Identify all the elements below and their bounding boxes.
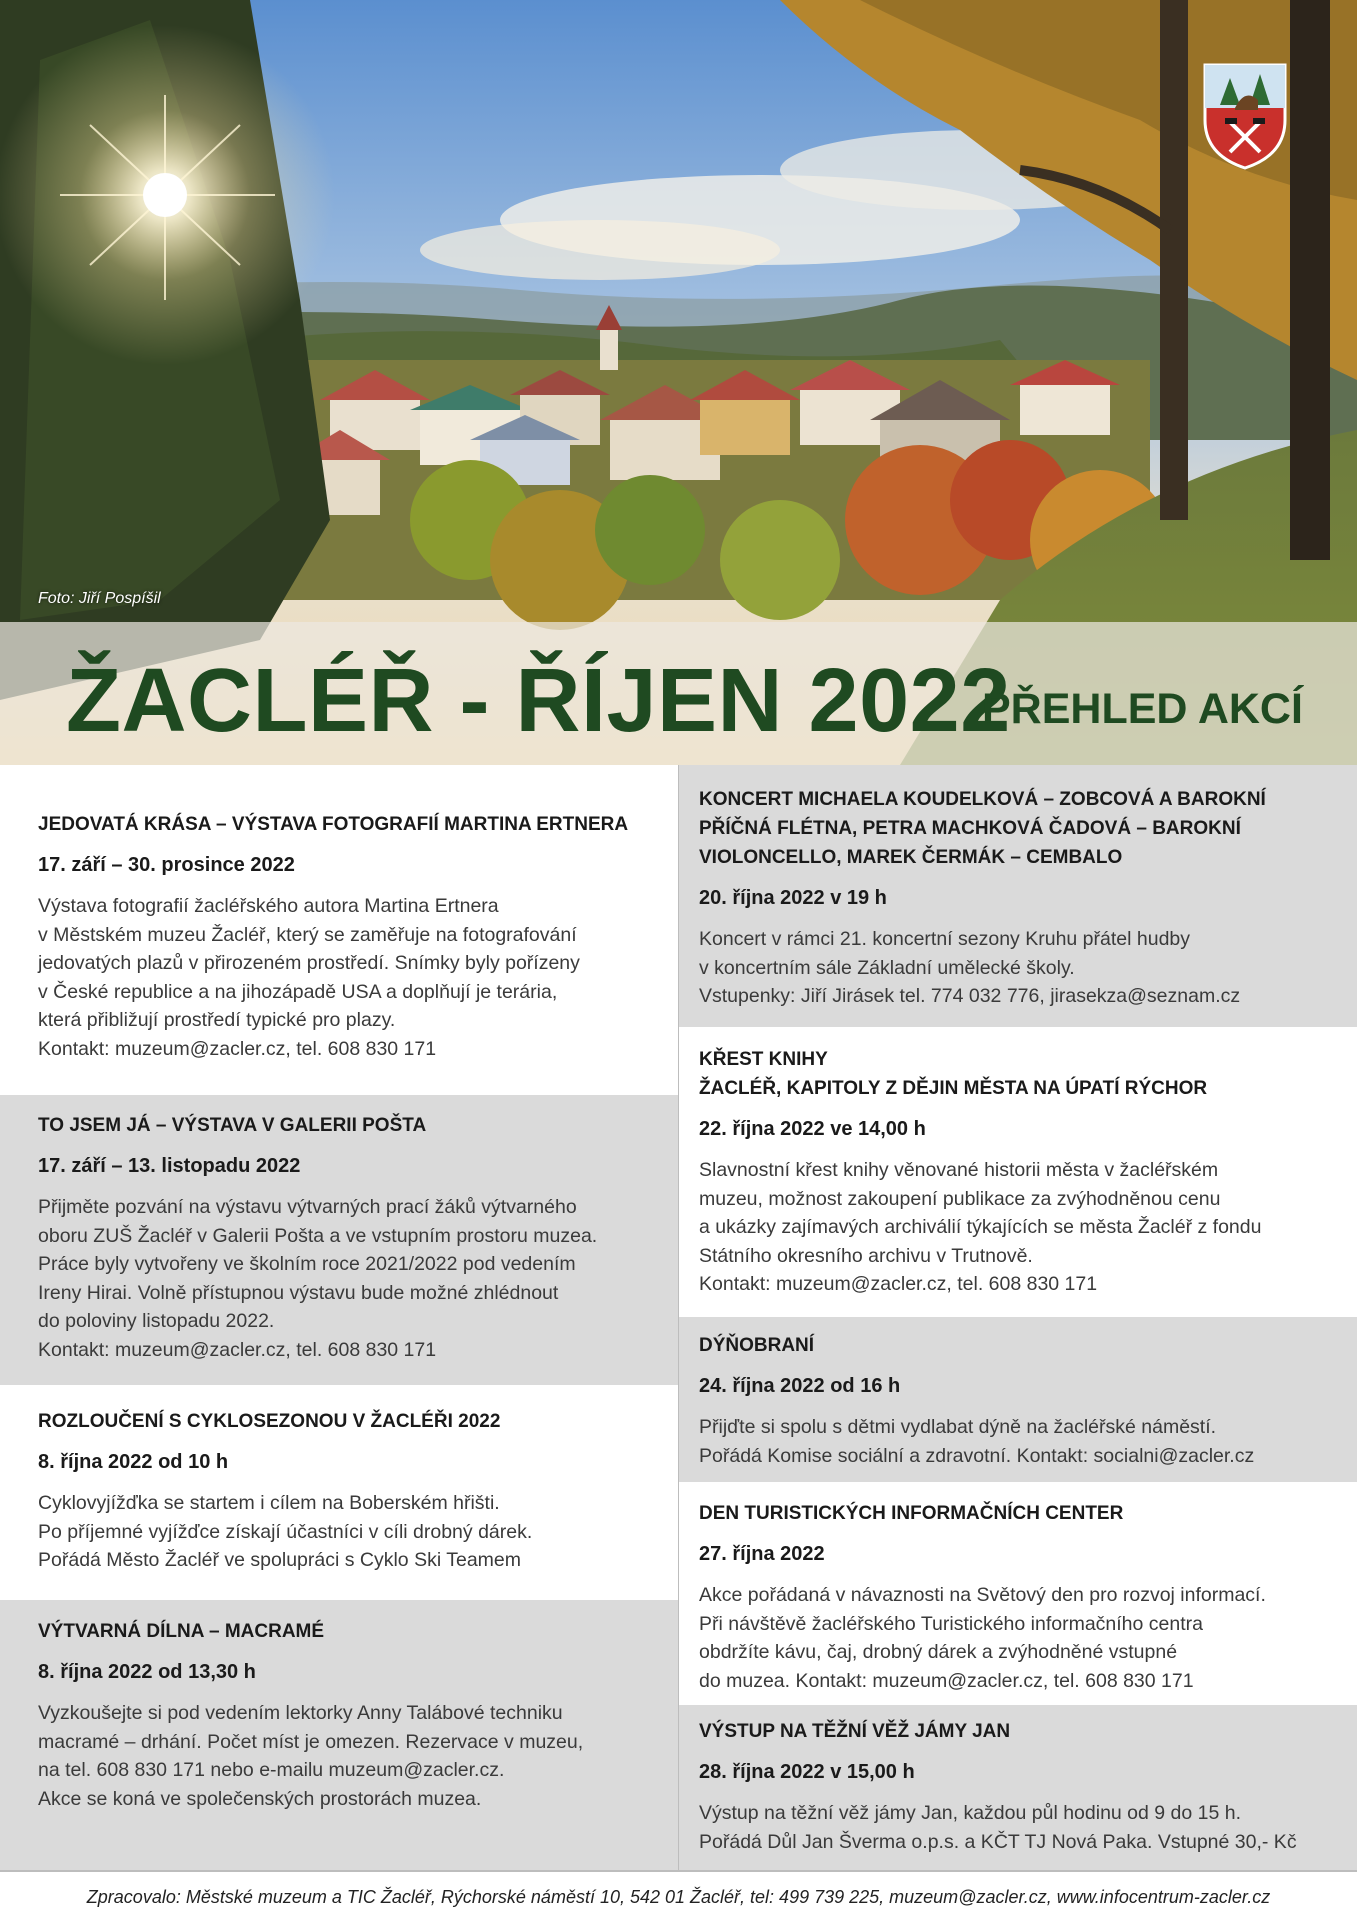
event-title: VÝTVARNÁ DÍLNA – MACRAMÉ (38, 1621, 325, 1642)
event-title: VÝSTUP NA TĚŽNÍ VĚŽ JÁMY JAN (699, 1721, 1011, 1742)
footer-divider (0, 1870, 1357, 1872)
event-block (679, 1317, 1357, 1482)
event-title: DÝŇOBRANÍ (699, 1335, 815, 1356)
event-title: ROZLOUČENÍ S CYKLOSEZONOU V ŽACLÉŘI 2022 (38, 1411, 501, 1432)
event-block (0, 1095, 678, 1385)
event-description: Přijměte pozvání na výstavu výtvarných prací žáků výtvarného oboru ZUŠ Žacléř v Galerii Pošta a ve vstupním prostoru muzea. Práce byly vytvořeny ve školním roce 2021/2022 pod vedením Ireny Hirai. Volně přístupnou výstavu bude možné zhlédnout do poloviny listopadu 2022. Kontakt: muzeum@zacler.cz, tel. 608 830 171 (38, 1196, 598, 1361)
page-title: ŽACLÉŘ - ŘÍJEN 2022 (66, 651, 1011, 751)
event-block (0, 1385, 678, 1600)
event-description: Slavnostní křest knihy věnované historii města v žacléřském muzeu, možnost zakoupení publikace za zvýhodněnou cenu a ukázky zajímavých archiválií týkajících se města Žacléř z fondu Státního okresního archivu v Trutnově. Kontakt: muzeum@zacler.cz, tel. 608 830 171 (699, 1159, 1262, 1295)
event-description: Koncert v rámci 21. koncertní sezony Kruhu přátel hudby v koncertním sále Základní umělecké školy. Vstupenky: Jiří Jirásek tel. 774 032 776, jirasekza@seznam.cz (699, 928, 1241, 1007)
event-description: Výstava fotografií žacléřského autora Martina Ertnera v Městském muzeu Žacléř, který se zaměřuje na fotografování jedovatých plazů v přirozeném prostředí. Snímky byly pořízeny v České republice a na jihozápadě USA a doplňují je terária, která přibližují prostředí typické pro plazy. Kontakt: muzeum@zacler.cz, tel. 608 830 171 (38, 895, 580, 1060)
event-description: Akce pořádaná v návaznosti na Světový den pro rozvoj informací. Při návštěvě žacléřského Turistického informačního centra obdržíte kávu, čaj, drobný dárek a zvýhodněné vstupné do muzea. Kontakt: muzeum@zacler.cz, tel. 608 830 171 (699, 1584, 1266, 1692)
event-date: 17. září – 30. prosince 2022 (38, 854, 295, 876)
event-date: 28. října 2022 v 15,00 h (699, 1761, 915, 1783)
event-title: TO JSEM JÁ – VÝSTAVA V GALERII POŠTA (38, 1115, 427, 1136)
event-date: 24. října 2022 od 16 h (699, 1375, 901, 1397)
event-description: Výstup na těžní věž jámy Jan, každou půl hodinu od 9 do 15 h. Pořádá Důl Jan Šverma o.p.s. a KČT TJ Nová Paka. Vstupné 30,- Kč (699, 1802, 1297, 1853)
event-date: 22. října 2022 ve 14,00 h (699, 1118, 926, 1140)
event-description: Vyzkoušejte si pod vedením lektorky Anny Talábové techniku macramé – drhání. Počet míst je omezen. Rezervace v muzeu, na tel. 608 830 171 nebo e-mailu muzeum@zacler.cz. Akce se koná ve společenských prostorách muzea. (38, 1702, 584, 1810)
event-block (679, 765, 1357, 1027)
event-block (679, 1027, 1357, 1317)
event-description: Cyklovyjížďka se startem i cílem na Boberském hřišti. Po příjemné vyjížďce získají účastníci v cíli drobný dárek. Pořádá Město Žacléř ve spolupráci s Cyklo Ski Teamem (38, 1492, 533, 1571)
footer-credits: Zpracovalo: Městské muzeum a TIC Žacléř, Rýchorské náměstí 10, 542 01 Žacléř, tel: 499 739 225, muzeum@zacler.cz, www.infocentrum-zacler.cz (86, 1887, 1271, 1907)
event-date: 8. října 2022 od 10 h (38, 1451, 229, 1473)
event-title: KONCERT MICHAELA KOUDELKOVÁ – ZOBCOVÁ A BAROKNÍ PŘÍČNÁ FLÉTNA, PETRA MACHKOVÁ ČADOVÁ – BAROKNÍ VIOLONCELLO, MAREK ČERMÁK – CEMBALO (699, 789, 1266, 868)
event-block (0, 1600, 678, 1870)
event-date: 27. října 2022 (699, 1543, 825, 1565)
event-block (679, 1705, 1357, 1870)
page-subtitle: PŘEHLED AKCÍ (982, 685, 1303, 733)
event-description: Přijďte si spolu s dětmi vydlabat dýně na žacléřské náměstí. Pořádá Komise sociální a zdravotní. Kontakt: socialni@zacler.cz (699, 1416, 1255, 1467)
event-title: KŘEST KNIHY ŽACLÉŘ, KAPITOLY Z DĚJIN MĚSTA NA ÚPATÍ RÝCHOR (699, 1049, 1208, 1099)
event-block (679, 1482, 1357, 1705)
event-date: 20. října 2022 v 19 h (699, 887, 887, 909)
event-date: 17. září – 13. listopadu 2022 (38, 1155, 301, 1177)
event-title: DEN TURISTICKÝCH INFORMAČNÍCH CENTER (699, 1503, 1124, 1524)
town-crest-icon (1200, 60, 1290, 170)
event-block (0, 765, 678, 1095)
photo-credit: Foto: Jiří Pospíšil (38, 590, 161, 607)
event-title: JEDOVATÁ KRÁSA – VÝSTAVA FOTOGRAFIÍ MARTINA ERTNERA (38, 814, 629, 835)
event-date: 8. října 2022 od 13,30 h (38, 1661, 256, 1683)
